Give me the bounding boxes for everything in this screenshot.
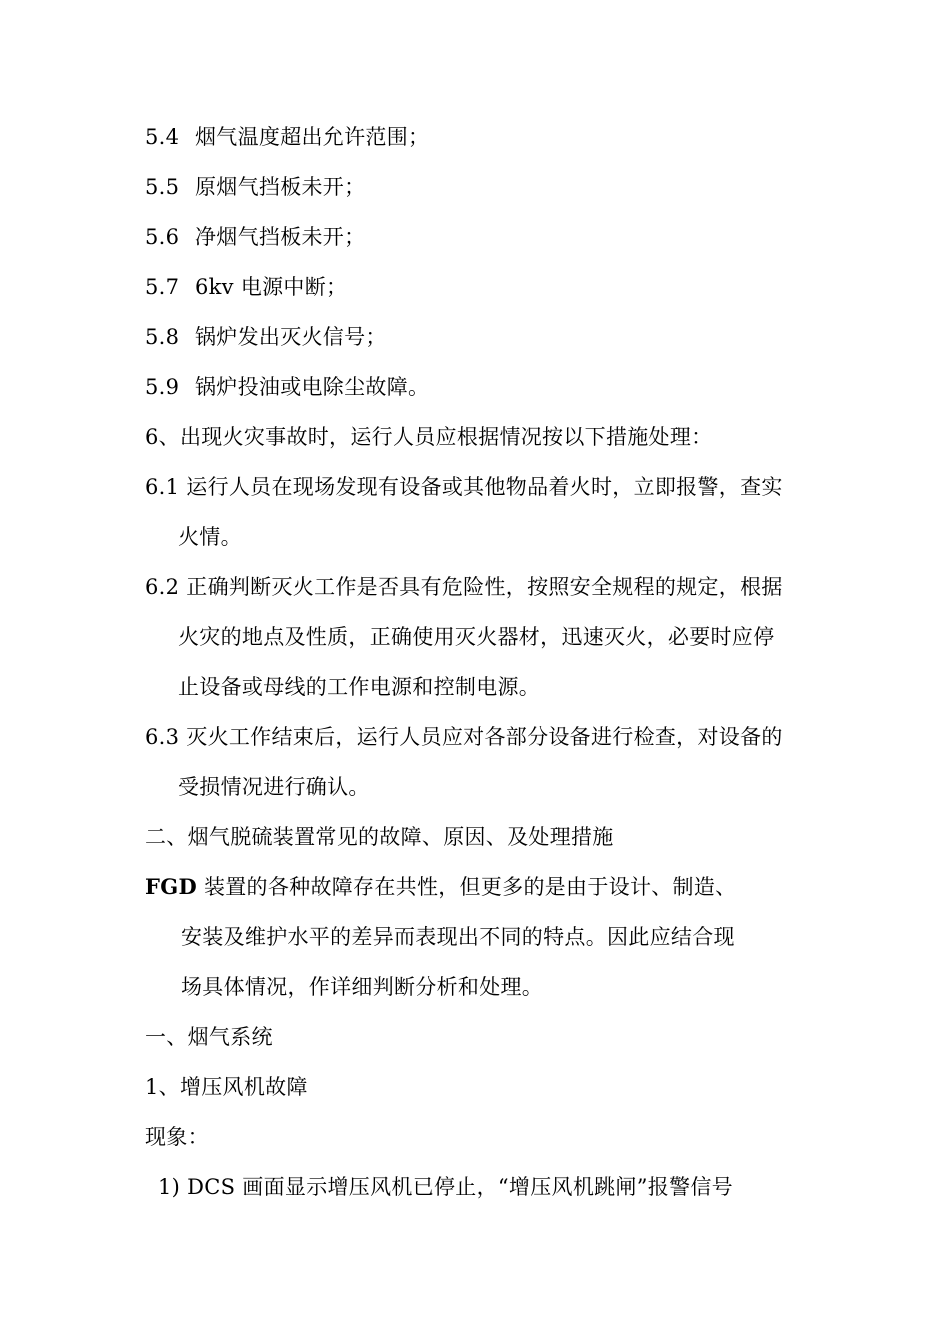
item-number: 5.8 [145,325,180,349]
fgd-paragraph-line-1 [145,873,736,901]
part-2-heading: 二、烟气脱硫装置常见的故障、原因、及处理措施 [145,825,614,849]
item-text: 锅炉发出灭火信号； [195,325,387,349]
flue-system-heading: 一、烟气系统 [145,1025,273,1049]
list-item-5-8 [145,323,387,351]
paragraph-6-1-line-1: 6.1 运行人员在现场发现有设备或其他物品着火时，立即报警，查实 [145,475,783,499]
list-item-5-5 [145,173,365,201]
paragraph-6-1-line-2: 火情。 [178,525,242,549]
item-number: 5.9 [145,375,180,399]
item-number: 5.5 [145,175,180,199]
fgd-paragraph-line-2: 安装及维护水平的差异而表现出不同的特点。因此应结合现 [181,925,735,949]
fgd-paragraph-line-3: 场具体情况，作详细判断分析和处理。 [181,975,544,999]
item-number: 5.6 [145,225,180,249]
item-text: 烟气温度超出允许范围； [195,125,430,149]
phenomenon-item-1: 1) DCS 画面显示增压风机已停止，“增压风机跳闸”报警信号 [158,1175,733,1199]
item-text: 原烟气挡板未开； [195,175,366,199]
fgd-term: FGD [145,874,197,899]
booster-fan-fault-heading: 1、增压风机故障 [145,1075,308,1099]
item-number: 5.7 [145,275,180,299]
paragraph-6-2-line-2: 火灾的地点及性质，正确使用灭火器材，迅速灭火，必要时应停 [178,625,775,649]
paragraph-6-3-line-2: 受损情况进行确认。 [178,775,370,799]
paragraph-6-3-line-1: 6.3 灭火工作结束后，运行人员应对各部分设备进行检查，对设备的 [145,725,783,749]
paragraph-6-2-line-1: 6.2 正确判断灭火工作是否具有危险性，按照安全规程的规定，根据 [145,575,783,599]
list-item-5-9 [145,373,429,401]
list-item-5-4 [145,123,429,151]
item-text: 净烟气挡板未开； [195,225,366,249]
paragraph-6-2-line-3: 止设备或母线的工作电源和控制电源。 [178,675,541,699]
item-number: 5.4 [145,125,180,149]
item-text: 锅炉投油或电除尘故障。 [195,375,430,399]
list-item-5-6 [145,223,365,251]
list-item-5-7 [145,273,347,301]
phenomenon-label: 现象： [145,1125,209,1149]
fgd-text: 装置的各种故障存在共性，但更多的是由于设计、制造、 [196,875,737,899]
item-text: 6kv 电源中断； [195,275,348,299]
section-6-heading: 6、出现火灾事故时，运行人员应根据情况按以下措施处理： [145,425,713,449]
